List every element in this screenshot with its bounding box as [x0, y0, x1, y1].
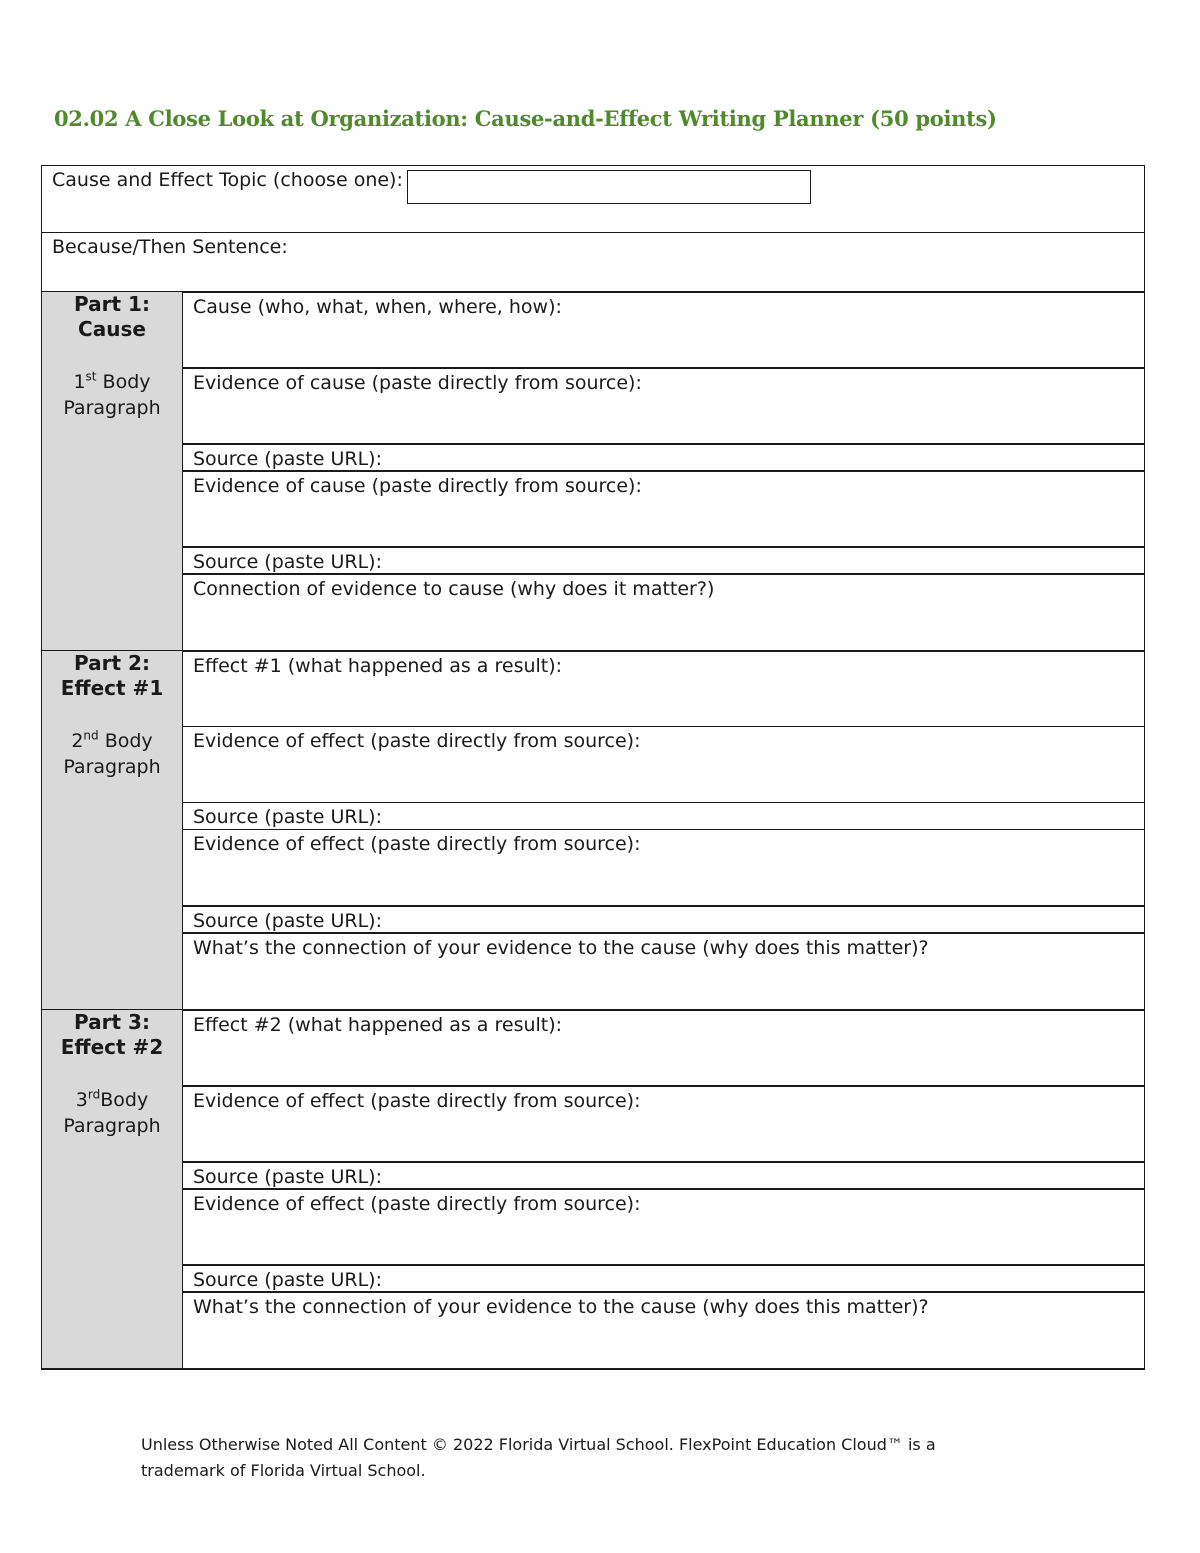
part2-row-4 [42, 830, 1145, 906]
part1-row-6 [42, 574, 1145, 651]
part1-source2-cell[interactable]: Source (paste URL): [183, 547, 1145, 574]
part3-row-6 [42, 1292, 1145, 1369]
part2-title: Part 2: Effect #1 [60, 651, 164, 700]
part3-label-cell [42, 1010, 183, 1369]
topic-cell [42, 166, 1145, 233]
part2-source2-cell[interactable]: Source (paste URL): [183, 906, 1145, 933]
part1-row-3 [42, 444, 1145, 471]
page-title: 02.02 A Close Look at Organization: Cause-and-Effect Writing Planner (50 points) [54, 106, 997, 131]
part1-cause-cell[interactable]: Cause (who, what, when, where, how): [183, 292, 1145, 368]
part2-row-1 [42, 651, 1145, 727]
part1-connection-cell[interactable]: Connection of evidence to cause (why does it matter?) [183, 574, 1145, 651]
part3-source1-cell[interactable]: Source (paste URL): [183, 1162, 1145, 1189]
part3-connection-cell[interactable]: What’s the connection of your evidence to the cause (why does this matter)? [183, 1292, 1145, 1369]
part1-subtitle: 1st Body Paragraph [63, 369, 161, 419]
part3-subtitle: 3rdBody Paragraph [63, 1087, 161, 1137]
footer-copyright [141, 1432, 1041, 1484]
part2-row-2 [42, 727, 1145, 803]
part1-row-1 [42, 292, 1145, 368]
topic-row [42, 166, 1145, 233]
topic-input[interactable] [407, 170, 811, 204]
part3-row-2 [42, 1086, 1145, 1162]
part3-evidence2-cell[interactable]: Evidence of effect (paste directly from source): [183, 1189, 1145, 1265]
part3-evidence1-cell[interactable]: Evidence of effect (paste directly from source): [183, 1086, 1145, 1162]
part2-row-5 [42, 906, 1145, 933]
part2-evidence1-cell[interactable]: Evidence of effect (paste directly from source): [183, 727, 1145, 803]
part2-row-3 [42, 803, 1145, 830]
planner-table [41, 165, 1145, 1370]
part3-row-3 [42, 1162, 1145, 1189]
part1-title: Part 1: Cause [74, 292, 150, 341]
part1-evidence1-cell[interactable]: Evidence of cause (paste directly from source): [183, 368, 1145, 444]
part1-row-5 [42, 547, 1145, 574]
part2-subtitle: 2nd Body Paragraph [63, 728, 161, 778]
part3-row-1 [42, 1010, 1145, 1086]
because-then-label: Because/Then Sentence: [52, 236, 288, 258]
part3-row-4 [42, 1189, 1145, 1265]
part2-evidence2-cell[interactable]: Evidence of effect (paste directly from source): [183, 830, 1145, 906]
part3-row-5 [42, 1265, 1145, 1292]
part1-source1-cell[interactable]: Source (paste URL): [183, 444, 1145, 471]
part2-row-6 [42, 933, 1145, 1010]
part3-effect-cell[interactable]: Effect #2 (what happened as a result): [183, 1010, 1145, 1086]
footer-line-2: trademark of Florida Virtual School. [141, 1461, 426, 1480]
part1-row-2 [42, 368, 1145, 444]
part2-effect-cell[interactable]: Effect #1 (what happened as a result): [183, 651, 1145, 727]
part3-source2-cell[interactable]: Source (paste URL): [183, 1265, 1145, 1292]
because-then-row [42, 233, 1145, 292]
because-then-cell[interactable] [42, 233, 1145, 292]
part2-connection-cell[interactable]: What’s the connection of your evidence to the cause (why does this matter)? [183, 933, 1145, 1010]
part3-title: Part 3: Effect #2 [60, 1010, 164, 1059]
footer-line-1: Unless Otherwise Noted All Content © 2022 Florida Virtual School. FlexPoint Education Cloud™ is a [141, 1435, 936, 1454]
part2-source1-cell[interactable]: Source (paste URL): [183, 803, 1145, 830]
part2-label-cell [42, 651, 183, 1010]
part1-evidence2-cell[interactable]: Evidence of cause (paste directly from source): [183, 471, 1145, 547]
part1-label-cell [42, 292, 183, 651]
part1-row-4 [42, 471, 1145, 547]
topic-label: Cause and Effect Topic (choose one): [52, 169, 403, 191]
